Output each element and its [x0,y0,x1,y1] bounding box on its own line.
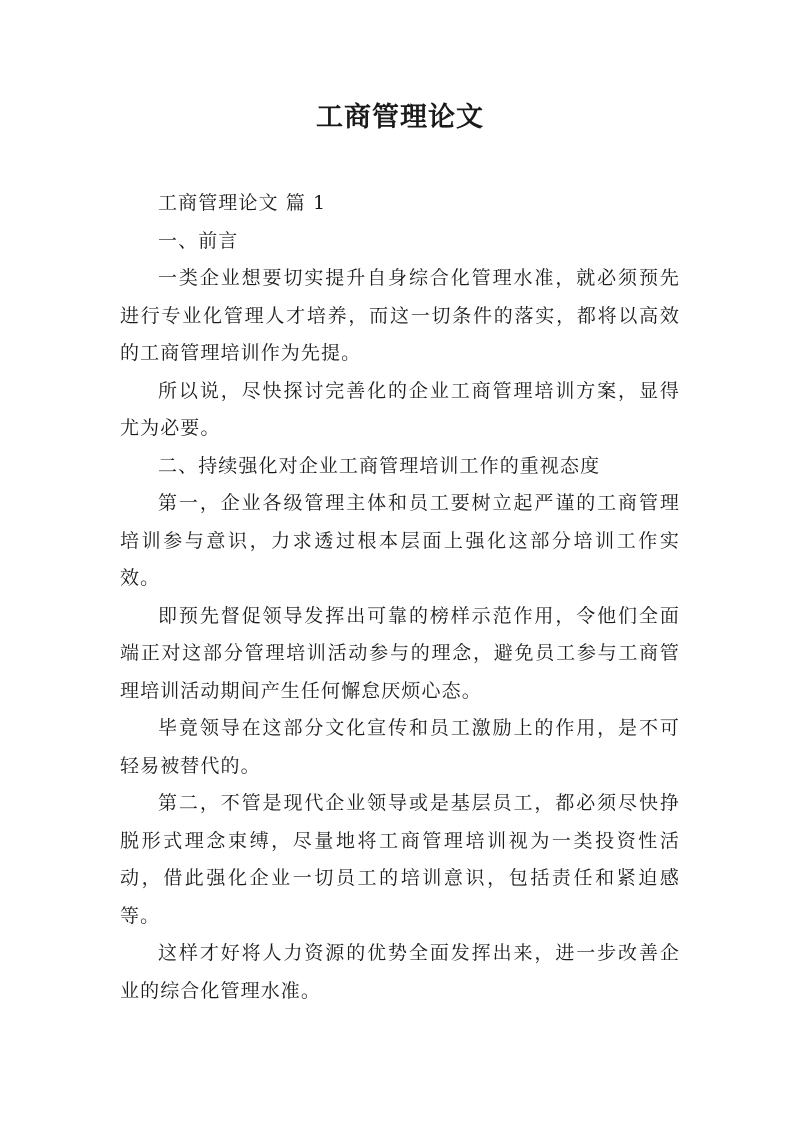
body-paragraph: 所以说，尽快探讨完善化的企业工商管理培训方案，显得尤为必要。 [120,379,680,439]
section-heading: 工商管理论文 篇 1 [158,192,327,214]
body-paragraph: 第一，企业各级管理主体和员工要树立起严谨的工商管理培训参与意识，力求透过根本层面上强化这部分培训工作实效。 [120,492,680,589]
document-title: 工商管理论文 [316,102,484,133]
body-paragraph: 这样才好将人力资源的优势全面发挥出来，进一步改善企业的综合化管理水准。 [120,942,680,1002]
body-paragraph: 即预先督促领导发挥出可靠的榜样示范作用，令他们全面端正对这部分管理培训活动参与的理念，避免员工参与工商管理培训活动期间产生任何懈怠厌烦心态。 [120,604,680,702]
subsection-heading: 二、持续强化对企业工商管理培训工作的重视态度 [158,454,601,477]
body-paragraph: 第二，不管是现代企业领导或是基层员工，都必须尽快挣脱形式理念束缚，尽量地将工商管理培训视为一类投资性活动，借此强化企业一切员工的培训意识，包括责任和紧迫感等。 [120,792,680,927]
subsection-heading: 一、前言 [158,229,239,252]
body-paragraph: 毕竟领导在这部分文化宣传和员工激励上的作用，是不可轻易被替代的。 [120,717,680,777]
body-paragraph: 一类企业想要切实提升自身综合化管理水准，就必须预先进行专业化管理人才培养，而这一切条件的落实，都将以高效的工商管理培训作为先提。 [120,267,680,364]
document-body [120,185,680,1010]
